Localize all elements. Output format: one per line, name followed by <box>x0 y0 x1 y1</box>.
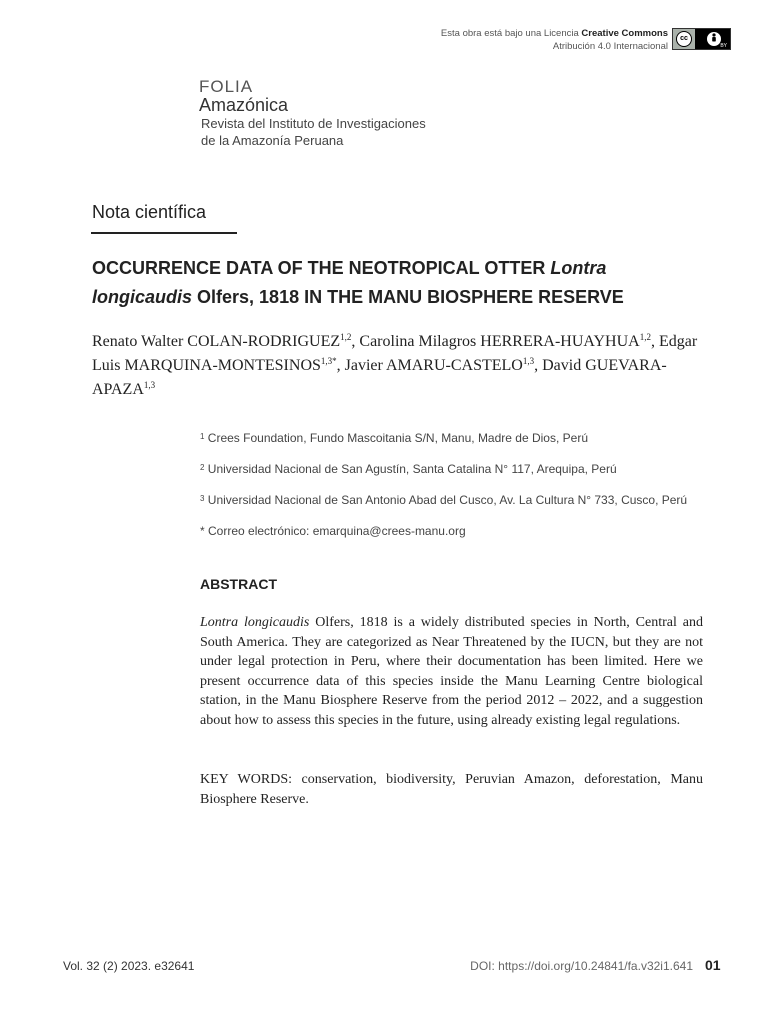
volume-info: Vol. 32 (2) 2023. e32641 <box>63 959 195 973</box>
journal-logo-folia: FOLIA <box>199 77 254 96</box>
abstract-text: Lontra longicaudis Olfers, 1818 is a widely distributed species in North, Central and South America. They are categorized as Near Threatened by the IUCN, but they are not under legal protection in Peru, where their documentation has been limited. Here we present occurrence data of this species inside the Manu Learning Centre biological station, in the Manu Biosphere Reserve from the period 2012 – 2022, and a suggestion about how to assess this species in the future, using already existing legal regulations. <box>200 615 703 728</box>
keywords: KEY WORDS: conservation, biodiversity, Peruvian Amazon, deforestation, Manu Biosphere Reserve. <box>200 772 703 807</box>
license-link[interactable]: Creative Commons <box>581 28 668 39</box>
affiliation: $^3$ Universidad Nacional de San Antonio Abad del Cusco, Av. La Cultura N° 733, Cusco, Perú <box>200 493 688 507</box>
author: Carolina Milagros HERRERA-HUAYHUA$^{1,2}$, <box>359 332 659 350</box>
section-label: Nota científica <box>92 202 207 222</box>
corresponding-email: * Correo electrónico: emarquina@crees-manu.org <box>200 524 466 538</box>
article-title: OCCURRENCE DATA OF THE NEOTROPICAL OTTER Lontra longicaudis Olfers, 1818 IN THE MANU BIOSPHERE RESERVE <box>92 258 624 307</box>
cc-icon: cc <box>676 31 692 47</box>
author: David GUEVARA-APAZA$^{1,3}$ <box>92 357 667 398</box>
license-notice: Esta obra está bajo una Licencia Creative Commons Atribución 4.0 Internacional <box>440 28 668 52</box>
section-divider <box>91 232 237 234</box>
author: Javier AMARU-CASTELO$^{1,3}$, <box>344 356 543 374</box>
journal-logo-amazonica: Amazónica <box>199 95 289 115</box>
abstract-heading: ABSTRACT <box>200 576 277 592</box>
journal-subtitle: Revista del Instituto de Investigaciones de la Amazonía Peruana <box>201 116 426 148</box>
author: Renato Walter COLAN-RODRIGUEZ$^{1,2}$, <box>92 332 360 350</box>
affiliation: $^2$ Universidad Nacional de San Agustín, Santa Catalina N° 117, Arequipa, Perú <box>200 462 617 476</box>
cc-by-badge[interactable] <box>672 28 731 50</box>
by-label: BY <box>720 43 727 49</box>
doi-link[interactable]: DOI: https://doi.org/10.24841/fa.v32i1.641 <box>470 959 693 973</box>
author: Edgar Luis MARQUINA-$MONTESINOS^{1,3*}$, <box>92 333 698 374</box>
author-list <box>92 330 704 402</box>
page-number: 01 <box>705 957 721 973</box>
by-strip <box>695 29 730 49</box>
affiliation: $^1$ Crees Foundation, Fundo Mascoitania S/N, Manu, Madre de Dios, Perú <box>200 431 588 445</box>
